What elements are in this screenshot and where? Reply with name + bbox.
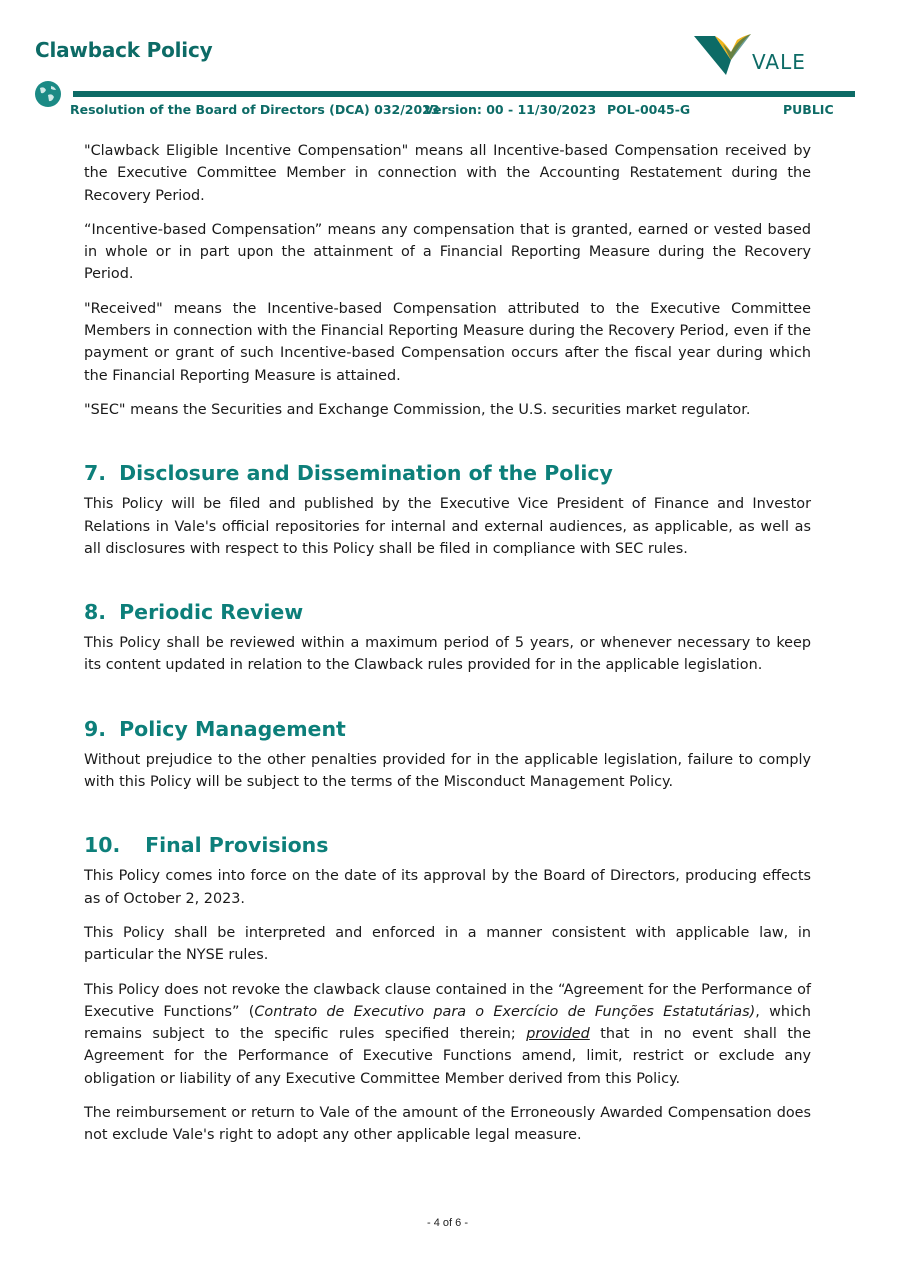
page-number: - 4 of 6 - <box>427 1217 468 1229</box>
policy-code: POL-0045-G <box>607 102 691 117</box>
provided-emphasis: provided <box>526 1026 590 1043</box>
version-label: Version: 00 - 11/30/2023 <box>424 102 597 117</box>
section-title: Disclosure and Dissemination of the Policy <box>119 461 613 486</box>
text-run: , which remains subject to the specific rules specified therein; <box>84 1003 811 1043</box>
section-heading-10 <box>84 831 811 859</box>
document-body <box>84 140 811 1159</box>
vale-logo-text: VALE <box>752 50 806 74</box>
text-run: This Policy does not revoke the clawback clause contained in the “Agreement for the Performance of Executive Functions” ( <box>84 981 811 1020</box>
definition-incentive-based: “Incentive-based Compensation” means any compensation that is granted, earned or vested based in whole or in part upon the attainment of a Financial Reporting Measure during the Recovery Period. <box>84 221 811 283</box>
globe-icon <box>34 80 62 108</box>
document-title: Clawback Policy <box>35 38 213 62</box>
section7-paragraph: This Policy will be filed and published by the Executive Vice President of Finance and Investor Relations in Vale's official repositories for internal and external audiences, as applicable, as well as all disclosures with respect to this Policy shall be filed in compliance with SEC rules. <box>84 496 811 557</box>
definition-clawback-eligible: "Clawback Eligible Incentive Compensation" means all Incentive-based Compensation received by the Executive Committee Member in connection with the Accounting Restatement during the Recovery Period. <box>84 143 811 204</box>
section10-paragraph-3 <box>84 979 811 1090</box>
section-number: 8. <box>84 600 107 625</box>
header-rule <box>73 91 855 97</box>
section8-paragraph: This Policy shall be reviewed within a maximum period of 5 years, or whenever necessary to keep its content updated in relation to the Clawback rules provided for in the applicable legislation. <box>84 635 811 674</box>
section10-paragraph-2: This Policy shall be interpreted and enforced in a manner consistent with applicable law, in particular the NYSE rules. <box>84 924 811 964</box>
section10-paragraph-4: The reimbursement or return to Vale of the amount of the Erroneously Awarded Compensation does not exclude Vale's right to adopt any other applicable legal measure. <box>84 1105 811 1144</box>
resolution-label: Resolution of the Board of Directors (DCA) 032/2023 <box>70 102 440 117</box>
section-heading-7 <box>84 459 811 487</box>
section-number: 9. <box>84 716 107 741</box>
section9-paragraph: Without prejudice to the other penalties provided for in the applicable legislation, failure to comply with this Policy will be subject to the terms of the Misconduct Management Policy. <box>84 751 811 791</box>
section-title: Policy Management <box>119 716 346 741</box>
italic-contract-name: Contrato de Executivo para o Exercício de Funções Estatutárias) <box>254 1003 756 1020</box>
section-number: 7. <box>84 461 107 486</box>
definition-received: "Received" means the Incentive-based Compensation attributed to the Executive Committee Members in connection with the Financial Reporting Measure during the Recovery Period, even if the payment or grant of such Incentive-based Compensation occurs after the fiscal year during which the Financial Reporting Measure is attained. <box>84 300 811 384</box>
section-number: 10. <box>84 833 121 858</box>
section-heading-9 <box>84 715 811 743</box>
classification-label: PUBLIC <box>783 102 834 117</box>
section-title: Final Provisions <box>145 833 329 858</box>
section-heading-8 <box>84 598 811 626</box>
section-title: Periodic Review <box>119 600 304 625</box>
definition-sec: "SEC" means the Securities and Exchange Commission, the U.S. securities market regulator. <box>84 401 751 418</box>
text-run: that in no event shall the Agreement for the Performance of Executive Functions amend, limit, restrict or exclude any obligation or liability of any Executive Committee Member derived from this Policy. <box>84 1026 811 1087</box>
section10-paragraph-1: This Policy comes into force on the date of its approval by the Board of Directors, producing effects as of October 2, 2023. <box>84 868 811 907</box>
